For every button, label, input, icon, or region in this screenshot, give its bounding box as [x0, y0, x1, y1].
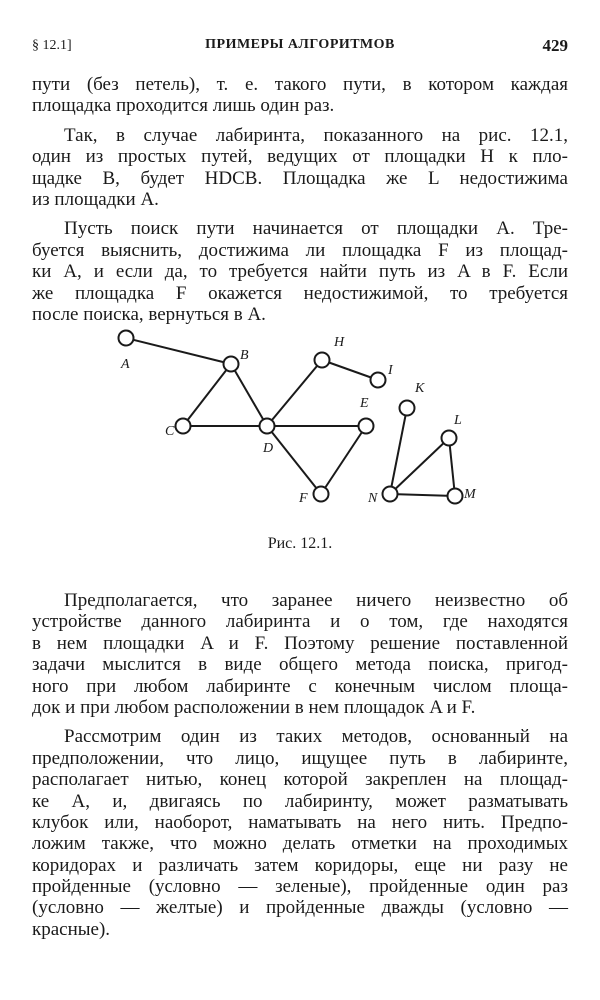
text-line: располагает нитью, конец которой закреплен на площад-: [32, 769, 568, 791]
paragraph: [32, 590, 568, 718]
edge-h-i: [322, 360, 378, 380]
node-label-m: M: [464, 487, 476, 502]
node-label-n: N: [368, 491, 378, 506]
text-line: площадка проходится лишь один раз.: [32, 95, 335, 117]
text-line: клубок или, наоборот, наматывать на него нить. Предпо-: [32, 811, 568, 833]
edge-b-d: [231, 364, 267, 426]
edge-n-m: [390, 494, 455, 496]
edge-a-b: [126, 338, 231, 364]
text-line: один из простых путей, ведущих от площадки H к пло-: [32, 146, 568, 168]
text-line: ложим также, что можно делать отметки на проходимых: [32, 833, 568, 855]
labyrinth-figure: [100, 322, 520, 522]
text-line: ке A, и, двигаясь по лабиринту, может разматывать: [32, 790, 568, 812]
text-line: буется выяснить, достижима ли площадка F из площад-: [32, 239, 568, 261]
text-line: из площадки A.: [32, 188, 159, 210]
text-line: после поиска, вернуться в A.: [32, 303, 266, 325]
text-line: задачи мыслится в виде общего метода поиска, пригод-: [32, 654, 568, 676]
text-line: док и при любом расположении в нем площадок A и F.: [32, 696, 476, 718]
node-n: [383, 487, 398, 502]
text-line: пути (без петель), т. е. такого пути, в котором каждая: [32, 74, 568, 95]
text-line: ки A, и если да, то требуется найти путь из A в F. Если: [32, 261, 568, 283]
node-label-a: A: [121, 357, 130, 372]
node-m: [448, 489, 463, 504]
node-label-k: K: [415, 381, 425, 396]
node-i: [371, 373, 386, 388]
node-a: [119, 331, 134, 346]
text-line: ного при любом лабиринте с конечным числом площа-: [32, 675, 568, 697]
paragraph: [32, 125, 568, 211]
figure-caption: Рис. 12.1.: [267, 535, 333, 552]
section-reference: § 12.1]: [32, 38, 72, 53]
node-k: [400, 401, 415, 416]
top-text-block: [32, 74, 568, 333]
edge-b-c: [183, 364, 231, 426]
text-line: в нем площадки A и F. Поэтому решение поставленной: [32, 632, 568, 654]
node-e: [359, 419, 374, 434]
node-label-d: D: [263, 441, 274, 456]
text-line: устройстве данного лабиринта и о том, где находятся: [32, 611, 568, 633]
text-line: предположении, что лицо, ищущее путь в лабиринте,: [32, 747, 568, 769]
node-f: [314, 487, 329, 502]
labyrinth-graph: [100, 322, 520, 522]
text-line: Так, в случае лабиринта, показанного на рис. 12.1,: [64, 124, 568, 146]
text-line: щадке B, будет HDCB. Площадка же L недостижима: [32, 167, 568, 189]
node-label-i: I: [388, 363, 393, 378]
node-label-h: H: [334, 335, 345, 350]
text-line: Предполагается, что заранее ничего неизвестно об: [64, 590, 568, 611]
node-d: [260, 419, 275, 434]
text-line: же площадка F окажется недостижимой, то требуется: [32, 282, 568, 304]
node-label-f: F: [299, 491, 308, 506]
bottom-text-block: [32, 590, 568, 948]
node-c: [176, 419, 191, 434]
edge-e-f: [321, 426, 366, 494]
text-line: Рассмотрим один из таких методов, основанный на: [64, 726, 568, 748]
node-b: [224, 357, 239, 372]
running-title: ПРИМЕРЫ АЛГОРИТМОВ: [205, 37, 395, 52]
graph-edges: [126, 338, 455, 496]
edge-d-f: [267, 426, 321, 494]
node-label-c: C: [165, 424, 175, 439]
text-line: Пусть поиск пути начинается от площадки A. Тре-: [64, 218, 568, 240]
text-line: коридорах и различать затем коридоры, еще ни разу не: [32, 854, 568, 876]
graph-nodes: [119, 331, 463, 504]
paragraph: [32, 74, 568, 117]
node-label-b: B: [240, 348, 249, 363]
text-line: красные).: [32, 918, 111, 940]
graph-labels: [120, 335, 477, 506]
node-l: [442, 431, 457, 446]
paragraph: [32, 726, 568, 940]
node-h: [315, 353, 330, 368]
page-number: 429: [542, 36, 568, 55]
page-header: [32, 36, 568, 60]
node-label-e: E: [360, 396, 369, 411]
node-label-l: L: [454, 413, 462, 428]
edge-d-h: [267, 360, 322, 426]
text-line: пройденные (условно — зеленые), пройденные один раз: [32, 876, 568, 898]
text-line: (условно — желтые) и пройденные дважды (условно —: [32, 897, 568, 919]
edge-l-m: [449, 438, 455, 496]
paragraph: [32, 218, 568, 325]
